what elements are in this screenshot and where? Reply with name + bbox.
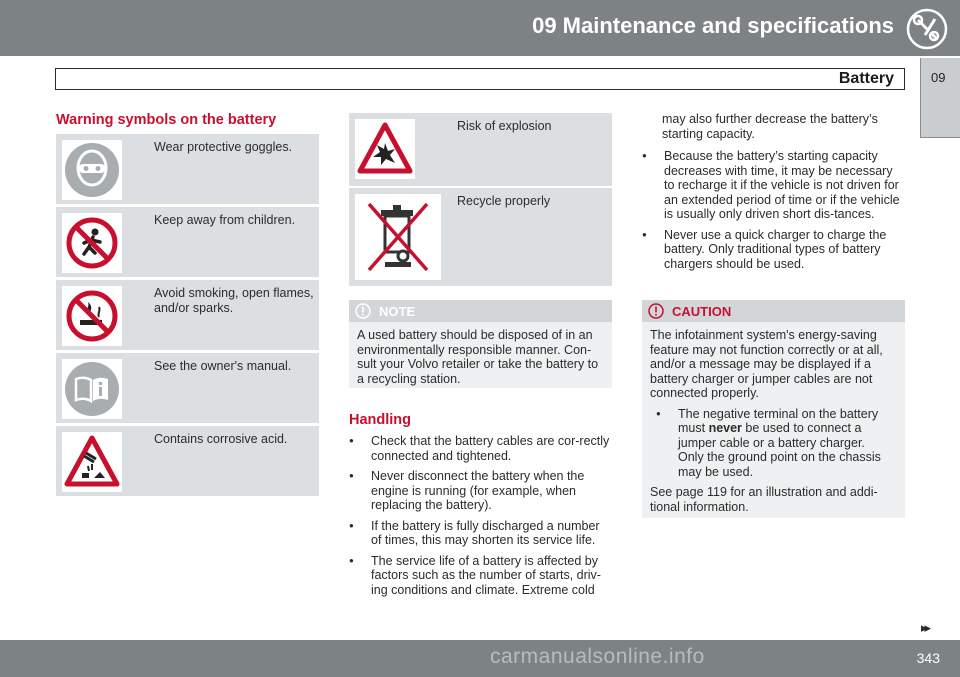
handling-heading: Handling (349, 412, 412, 428)
caution-intro: The infotainment system's energy-saving feature may not function correctly or at all, and/or a message may be displayed if a battery charger or jumper cables are not connected properly. (650, 328, 883, 400)
page-number: 343 (916, 650, 940, 666)
corrosive-icon (62, 432, 122, 492)
chapter-tab[interactable] (920, 58, 960, 138)
watermark: carmanualsonline.info (490, 645, 705, 668)
symbol-label: Recycle properly (457, 194, 551, 208)
emphasis: never (708, 421, 742, 435)
explosion-icon (355, 119, 415, 179)
wrench-icon (906, 8, 948, 50)
list-item: ● Never use a quick charger to charge the battery. Only traditional types of battery chargers should be used. (642, 228, 906, 272)
caution-footer: See page 119 for an illustration and addi-tional information. (650, 485, 878, 514)
caution-title: CAUTION (672, 304, 732, 319)
symbol-row (349, 113, 612, 186)
symbol-row (56, 280, 319, 350)
note-text: A used battery should be disposed of in an environmentally responsible manner. Con-sult your Volvo retailer or take the battery to a recycling station. (357, 328, 599, 386)
section-title-bar (55, 68, 905, 90)
recycle-icon (355, 194, 441, 280)
symbol-label: Contains corrosive acid. (154, 432, 288, 446)
handling-list (349, 434, 613, 603)
section-title: Battery (838, 70, 894, 87)
footer-bar (0, 640, 960, 677)
symbol-row (349, 188, 612, 286)
symbol-label: Wear protective goggles. (154, 140, 293, 154)
chapter-title: 09 Maintenance and specifications (532, 13, 894, 38)
chapter-tab-label: 09 (931, 70, 946, 85)
no-smoking-icon (62, 286, 122, 346)
warning-icon (648, 303, 664, 319)
continued-text: may also further decrease the battery’s starting capacity. (662, 112, 878, 141)
note-title: NOTE (379, 304, 416, 319)
symbol-label: See the owner's manual. (154, 359, 292, 373)
next-page-arrows[interactable]: ▸▸ (921, 620, 929, 635)
goggles-icon (62, 140, 122, 200)
symbol-label: Avoid smoking, open flames, and/or sparks. (154, 286, 314, 315)
list-item: ● Never disconnect the battery when the engine is running (for example, when replacing the battery). (349, 469, 613, 513)
symbol-row (56, 207, 319, 277)
info-icon (355, 303, 371, 319)
caution-box (642, 300, 905, 518)
symbol-row (56, 353, 319, 423)
no-children-icon (62, 213, 122, 273)
list-item: ● Because the battery’s starting capacity decreases with time, it may be necessary to recharge it if the vehicle is not driven for an extended period of time or if the vehicle is usually only driven short dis-tances. (642, 149, 906, 222)
note-header (349, 300, 612, 322)
note-box (349, 300, 612, 388)
manual-icon (62, 359, 122, 419)
list-item: ● The negative terminal on the battery must never be used to connect a jumper cable or a battery charger. Only the ground point on the chassis may be used. (656, 407, 894, 480)
caution-list (656, 407, 894, 480)
list-item: ● Check that the battery cables are cor-rectly connected and tightened. (349, 434, 613, 463)
symbol-label: Keep away from children. (154, 213, 296, 227)
handling-list-continued (642, 149, 906, 277)
symbol-row (56, 134, 319, 204)
list-item: ● The service life of a battery is affected by factors such as the number of starts, driv-ing conditions and climate. Extreme cold (349, 554, 613, 598)
caution-header (642, 300, 905, 322)
symbol-row (56, 426, 319, 496)
symbol-label: Risk of explosion (457, 119, 552, 133)
caution-text (650, 328, 900, 514)
symbols-heading: Warning symbols on the battery (56, 112, 277, 128)
list-item: ● If the battery is fully discharged a number of times, this may shorten its service life. (349, 519, 613, 548)
